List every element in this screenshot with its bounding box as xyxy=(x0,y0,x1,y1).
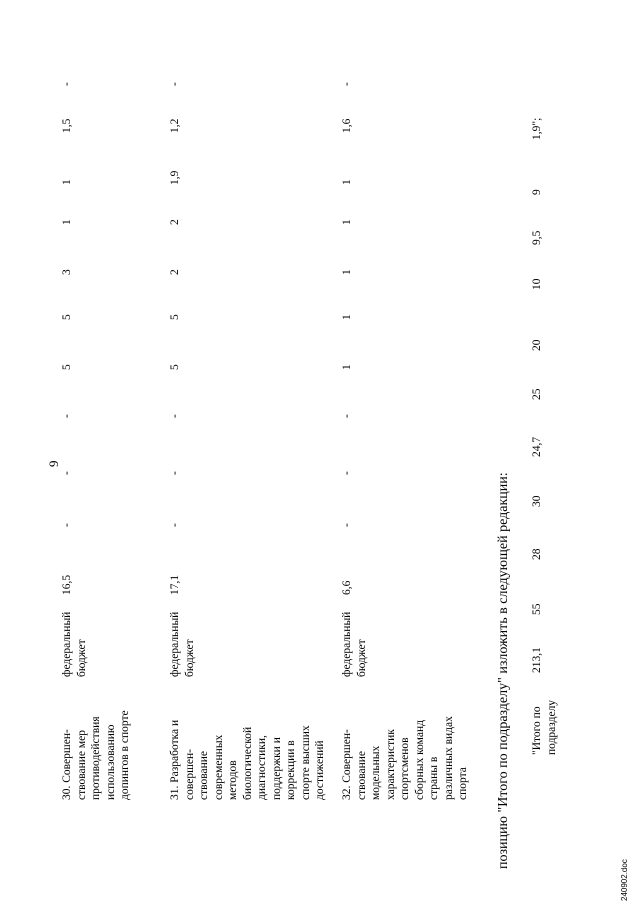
row-value: - xyxy=(341,523,353,527)
row-value: 5 xyxy=(61,314,73,320)
row-value: 1 xyxy=(61,179,73,185)
row-value: 1 xyxy=(61,219,73,225)
row-value: - xyxy=(341,414,353,418)
row-source: федеральный бюджет xyxy=(169,611,196,677)
total-value: 28 xyxy=(531,548,543,560)
row-value: - xyxy=(169,523,181,527)
total-label: "Итого по подразделу xyxy=(531,699,558,755)
row-name: 30. Совершен- ствование мер противодействия использованию допингов в спорте xyxy=(61,710,131,800)
row-value: 6,6 xyxy=(341,580,353,595)
row-value: - xyxy=(61,471,73,475)
total-value: 24,7 xyxy=(531,436,543,457)
row-value: - xyxy=(169,471,181,475)
total-value: 30 xyxy=(531,495,543,507)
total-value: 9 xyxy=(531,189,543,195)
row-value: - xyxy=(169,414,181,418)
row-value: - xyxy=(61,82,73,86)
row-value: 3 xyxy=(61,269,73,275)
row-value: - xyxy=(169,82,181,86)
row-value: 1 xyxy=(341,219,353,225)
row-value: 1,9 xyxy=(169,170,181,185)
row-value: 2 xyxy=(169,219,181,225)
intro-text: позицию "Итого по подразделу" изложить в следующей редакции: xyxy=(496,472,511,869)
row-value: 1 xyxy=(341,179,353,185)
row-value: 1 xyxy=(341,269,353,275)
row-value: - xyxy=(61,523,73,527)
total-value: 25 xyxy=(531,388,543,400)
row-name: 31. Разработка и совершен- ствование современных методов биологической диагностики, поддержки и коррекции в спорте высших достижений xyxy=(169,719,326,800)
document-id: 240902.doc xyxy=(620,859,629,901)
row-value: 17,1 xyxy=(169,574,181,595)
row-value: 1,5 xyxy=(61,118,73,133)
row-value: - xyxy=(341,82,353,86)
row-source: федеральный бюджет xyxy=(61,611,88,677)
row-value: 2 xyxy=(169,269,181,275)
row-value: 16,5 xyxy=(61,574,73,595)
total-value: 1,9"; xyxy=(531,117,543,140)
total-value: 55 xyxy=(531,603,543,615)
row-value: 5 xyxy=(169,314,181,320)
row-value: 5 xyxy=(169,364,181,370)
row-value: - xyxy=(61,414,73,418)
row-source: федеральный бюджет xyxy=(341,611,368,677)
row-value: - xyxy=(341,471,353,475)
page-number: 9 xyxy=(46,460,61,467)
total-value: 10 xyxy=(531,278,543,290)
total-value: 9,5 xyxy=(531,230,543,245)
row-value: 1,6 xyxy=(341,118,353,133)
row-value: 1 xyxy=(341,314,353,320)
total-value: 20 xyxy=(531,339,543,351)
row-value: 1,2 xyxy=(169,118,181,133)
row-value: 5 xyxy=(61,364,73,370)
row-value: 1 xyxy=(341,364,353,370)
row-name: 32. Совершен- ствование модельных характеристик спортсменов сборных команд страны в различных видах спорта xyxy=(341,716,469,800)
total-value: 213,1 xyxy=(531,647,543,673)
